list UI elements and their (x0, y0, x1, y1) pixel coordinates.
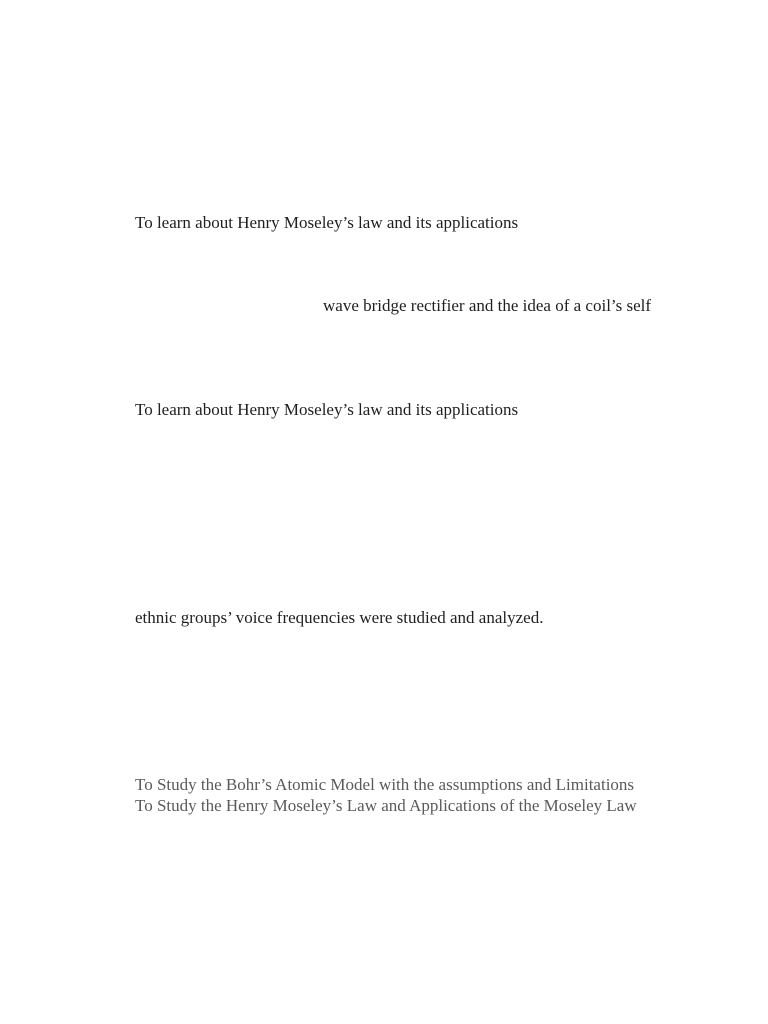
text-line-1: To learn about Henry Moseley’s law and its applications (135, 213, 519, 232)
text-line-4: ethnic groups’ voice frequencies were studied and analyzed. (135, 608, 544, 627)
text-line-6: To Study the Henry Moseley’s Law and Applications of the Moseley Law (135, 796, 637, 815)
text-line-5: To Study the Bohr’s Atomic Model with the assumptions and Limitations (135, 775, 635, 794)
text-line-2: wave bridge rectifier and the idea of a coil’s self (323, 296, 652, 315)
text-line-3: To learn about Henry Moseley’s law and its applications (135, 400, 519, 419)
